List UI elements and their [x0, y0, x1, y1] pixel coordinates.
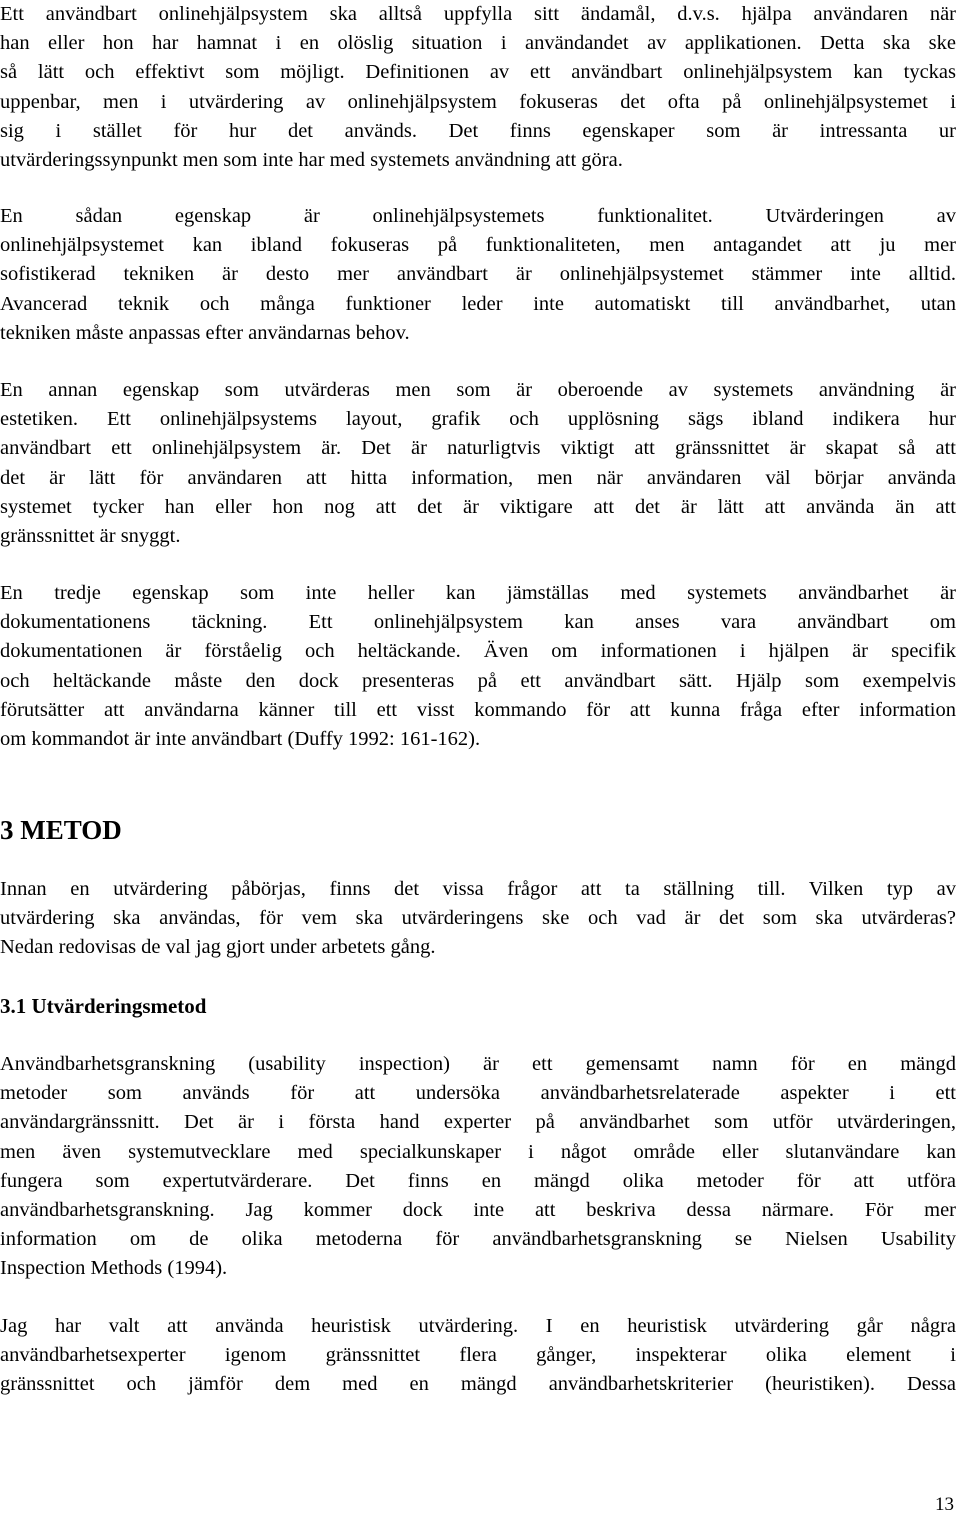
text-line: En tredje egenskap som inte heller kan jämställas med systemets användbarhet är	[0, 582, 956, 604]
paragraph	[0, 875, 956, 963]
text-line: så lätt och effektivt som möjligt. Definitionen av ett användbart onlinehjälpsystem kan tyckas	[0, 61, 956, 84]
text-line: Jag har valt att använda heuristisk utvärdering. I en heuristisk utvärdering går några	[0, 1315, 956, 1337]
text-line: användargränssnitt. Det är i första hand experter på användbarhet som utför utvärderingen,	[0, 1111, 956, 1134]
text-line: onlinehjälpsystemet kan ibland fokuseras på funktionaliteten, men antagandet att ju mer	[0, 234, 956, 257]
text-line: uppenbar, men i utvärdering av onlinehjälpsystem fokuseras det ofta på onlinehjälpsystemet i	[0, 90, 956, 113]
text-line: systemet tycker han eller hon nog att det är viktigare att det är lätt att använda än att	[0, 495, 956, 518]
text-line: dokumentationens täckning. Ett onlinehjälpsystem kan anses vara användbart om	[0, 611, 956, 634]
text-line: han eller hon har hamnat i en olöslig situation i användandet av applikationen. Detta ska ske	[0, 32, 956, 55]
text-line: tekniken måste anpassas efter användarnas behov.	[0, 321, 410, 344]
paragraph	[0, 1050, 956, 1284]
text-line: Nedan redovisas de val jag gjort under arbetets gång.	[0, 936, 436, 959]
text-line: Innan en utvärdering påbörjas, finns det vissa frågor att ta ställning till. Vilken typ av	[0, 878, 956, 900]
text-line: och heltäckande måste den dock presenteras på ett användbart sätt. Hjälp som exempelvis	[0, 669, 956, 692]
paragraph	[0, 376, 956, 551]
text-line: utvärdering ska användas, för vem ska utvärderingens ske och vad är det som ska utvärderas?	[0, 907, 956, 930]
text-line: metoder som används för att undersöka användbarhetsrelaterade aspekter i ett	[0, 1082, 956, 1105]
text-line: gränssnittet och jämför dem med en mängd användbarhetskriterier (heuristiken). Dessa	[0, 1373, 956, 1396]
text-line: användbart ett onlinehjälpsystem är. Det är naturligtvis viktigt att gränssnittet är skapat så att	[0, 437, 956, 460]
text-line: användbarhetsexperter igenom gränssnittet flera gånger, inspekterar olika element i	[0, 1344, 956, 1367]
section-heading: 3 METOD	[0, 815, 122, 845]
text-line: En annan egenskap som utvärderas men som är oberoende av systemets användning är	[0, 379, 956, 401]
text-line: användbarhetsgranskning. Jag kommer dock inte att beskriva dessa närmare. För mer	[0, 1199, 956, 1222]
text-line: det är lätt för användaren att hitta information, men när användaren väl börjar använda	[0, 466, 956, 489]
text-line: sig i stället för hur det används. Det finns egenskaper som är intressanta ur	[0, 119, 956, 142]
text-line: men även systemutvecklare med specialkunskaper i något område eller slutanvändare kan	[0, 1140, 956, 1163]
page-number: 13	[935, 1494, 954, 1515]
text-line: om kommandot är inte användbart (Duffy 1992: 161-162).	[0, 728, 481, 751]
text-line: Ett användbart onlinehjälpsystem ska alltså uppfylla sitt ändamål, d.v.s. hjälpa användaren när	[0, 3, 956, 25]
subsection-heading: 3.1 Utvärderingsmetod	[0, 994, 207, 1018]
text-line: gränssnittet är snyggt.	[0, 525, 181, 548]
text-line: Inspection Methods (1994).	[0, 1257, 228, 1280]
paragraph	[0, 579, 956, 754]
text-line: Användbarhetsgranskning (usability inspection) är ett gemensamt namn för en mängd	[0, 1053, 956, 1075]
paragraph	[0, 1312, 956, 1400]
paragraph	[0, 0, 956, 175]
text-line: utvärderingssynpunkt men som inte har med systemets användning att göra.	[0, 149, 623, 172]
text-line: estetiken. Ett onlinehjälpsystems layout, grafik och upplösning sägs ibland indikera hur	[0, 408, 956, 431]
text-line: fungera som expertutvärderare. Det finns en mängd olika metoder för att utföra	[0, 1169, 956, 1192]
text-line: dokumentationen är förståelig och heltäckande. Även om informationen i hjälpen är specifik	[0, 640, 956, 663]
text-line: förutsätter att användarna känner till ett visst kommando för att kunna fråga efter information	[0, 698, 956, 721]
paragraph	[0, 202, 956, 348]
text-line: information om de olika metoderna för användbarhetsgranskning se Nielsen Usability	[0, 1228, 956, 1251]
text-line: En sådan egenskap är onlinehjälpsystemets funktionalitet. Utvärderingen av	[0, 205, 956, 227]
text-line: sofistikerad tekniken är desto mer användbart är onlinehjälpsystemet stämmer inte alltid.	[0, 263, 956, 286]
text-line: Avancerad teknik och många funktioner leder inte automatiskt till användbarhet, utan	[0, 292, 956, 315]
